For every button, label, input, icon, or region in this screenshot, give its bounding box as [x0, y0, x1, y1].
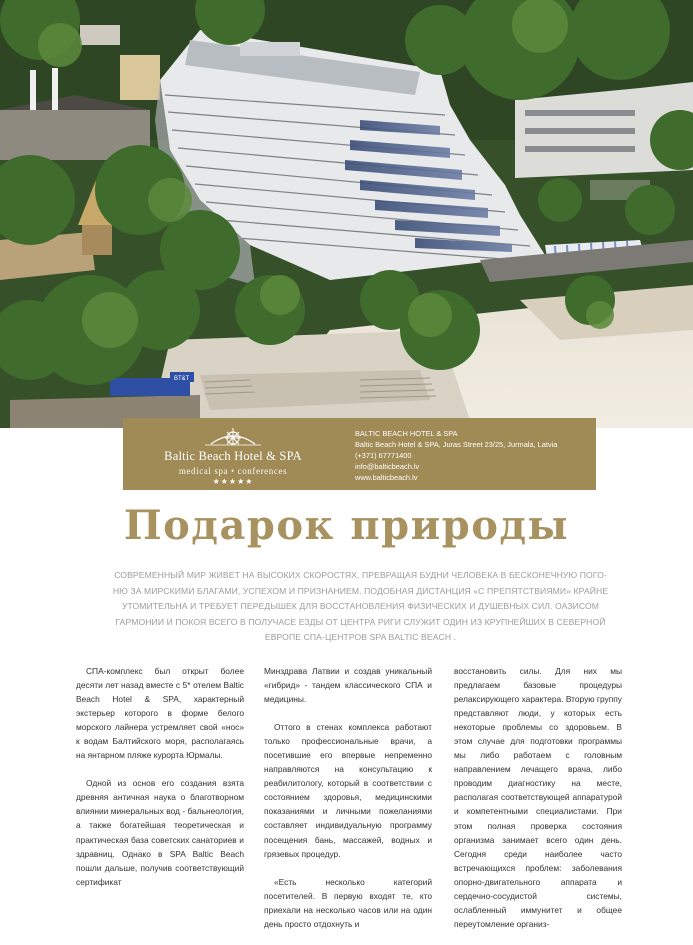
contact-phone: (+371) 67771400: [355, 451, 412, 460]
lead-line: ГАРМОНИИ И ПОКОЯ ВСЕГО В ПОЛУЧАСЕ ЕЗДЫ ОТ ЦЕНТРА РИГИ СЛУЖИТ ОДИН ИЗ КРУПНЕЙШИХ В СЕВЕРНОЙ: [115, 616, 606, 627]
logo-stars: ★★★★★: [212, 477, 254, 486]
article-column-3: [454, 664, 622, 945]
body-paragraph: Минздрава Латвии и создав уникальный «гибрид» - тандем классического СПА и медицины.: [264, 666, 432, 705]
article-column-1: [76, 664, 244, 903]
logo-tagline: medical spa • conferences: [178, 466, 288, 476]
contact-email[interactable]: info@balticbeach.lv: [355, 462, 420, 471]
body-paragraph: «Есть несколько категорий посетителей. В первую входят те, кто приехали на несколько часов или на один день просто отдохнуть и: [264, 876, 432, 929]
hotel-aerial-photo: [0, 0, 693, 428]
body-paragraph: Оттого в стенах комплекса работают только профессиональные врачи, а посетившие его впервые непременно направляются на консультацию к реабилитологу, который в соответствии с состоянием здоровья, медицинскими показаниями и личными пожеланиями составляет индивидуальную программу посещения бань, массажей, водных и грязевых процедур.: [264, 722, 432, 859]
lead-line: ЕВРОПЕ СПА-ЦЕНТРОВ SPA BALTIC BEACH .: [264, 632, 457, 643]
article-title: Подарок природы: [123, 502, 570, 549]
ship-wheel-icon: [203, 424, 263, 446]
body-paragraph: СПА-комплекс был открыт более десяти лет назад вместе с 5* отелем Baltic Beach Hotel & SPA, характерный экстерьер которого в форме белого морского лайнера устремляет свой «нос» к водам Балтийского моря, располагаясь на янтарном пляже курорта Юрмалы.: [76, 666, 244, 761]
article-column-2: [264, 664, 432, 945]
article-body: [76, 664, 650, 929]
article-lead: [112, 568, 609, 646]
contact-address: Baltic Beach Hotel & SPA, Juras Street 23/25, Jurmala, Latvia: [355, 440, 558, 449]
lead-line: НЮ ЗА МИРСКИМИ БЛАГАМИ, УСПЕХОМ И ПРИЗНАНИЕМ. ПОДОБНАЯ ДИСТАНЦИЯ «С ПРЕПЯТСТВИЯМИ» КРАЙНЕ: [112, 585, 609, 596]
hotel-logo: [143, 424, 323, 486]
lead-line: СОВРЕМЕННЫЙ МИР ЖИВЕТ НА ВЫСОКИХ СКОРОСТЯХ, ПРЕВРАЩАЯ БУДНИ ЧЕЛОВЕКА В БЕСКОНЕЧНУЮ ПОГО-: [114, 570, 607, 580]
contact-website[interactable]: www.balticbeach.lv: [355, 473, 418, 482]
body-paragraph: восстановить силы. Для них мы предлагаем базовые процедуры релаксирующего характера. Вторую группу представляют люди, у которых есть некоторые проблемы со здоровьем. В этом случае для подготовки программы мы либо работаем с головным направлением лечащего врача, либо проводим диагностику на месте, располагая соответствующей аппаратурой и компетентными специалистами. При этом полная проверка состояния организма занимает всего один день. Сегодня среди наиболее часто встречающихся проблем: заболевания опорно-двигательного аппарата и сердечно-сосудистой системы, ослабленный иммунитет и общее переутомление организ-: [454, 666, 622, 929]
hotel-photo-illustration: [0, 0, 693, 428]
logo-name: Baltic Beach Hotel & SPA: [164, 449, 302, 463]
contact-title: BALTIC BEACH HOTEL & SPA: [355, 429, 458, 438]
hotel-info-band: [123, 418, 596, 490]
body-paragraph: Одной из основ его создания взята древняя античная наука о благотворном влиянии минеральных вод - бальнеология, а также богатейшая теоретическая и практическая база советских санаториев и здравниц. Однако в SPA Baltic Beach пошли дальше, получив соответствующий сертификат: [76, 778, 244, 887]
hotel-contacts: [355, 428, 590, 483]
lead-line: УТОМИТЕЛЬНА И ТРЕБУЕТ ПЕРЕДЫШЕК ДЛЯ ВОССТАНОВЛЕНИЯ ФИЗИЧЕСКИХ И ДУШЕВНЫХ СИЛ. ОАЗИСОМ: [121, 601, 600, 612]
photo-sign-text: BT&T: [174, 376, 190, 382]
